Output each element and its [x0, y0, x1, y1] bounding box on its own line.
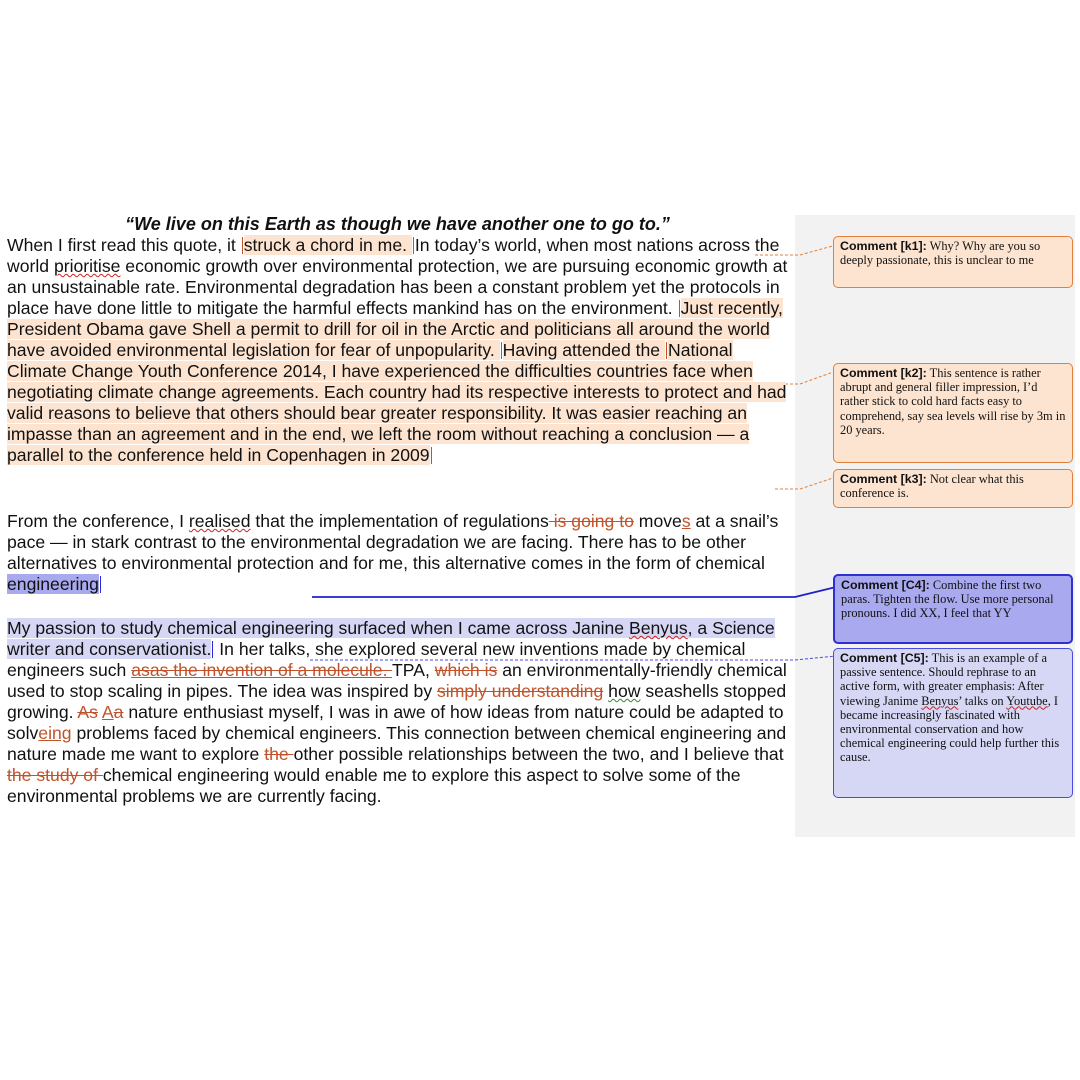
tracked-change: as — [131, 660, 150, 680]
comment-label: Comment [k1]: — [840, 239, 927, 253]
tracked-deletion: which is — [434, 660, 498, 680]
tracked-deletion: as the invention of a molecule. — [149, 660, 393, 680]
comment-anchor-k1 — [242, 237, 243, 254]
comment-anchor — [666, 342, 667, 359]
tracked-deletion: a — [113, 702, 124, 722]
commented-text-c5[interactable]: , a Science writer and conservationist. — [7, 618, 775, 659]
comment-text: This is an example of a passive sentence. Should rephrase to an active form, with greater emphasis: After viewing Janime — [840, 651, 1047, 708]
commented-text-c5[interactable]: My passion to study chemical engineering surfaced when I came across Janine — [7, 618, 629, 638]
paragraph-2 — [7, 511, 789, 595]
tracked-deletion: As — [77, 702, 98, 722]
comment-text: This sentence is rather abrupt and general filler impression, I’d rather stick to cold hard facts easy to comprehend, say sea levels will rise by 3m in 20 years. — [840, 366, 1066, 437]
comment-anchor-c4 — [100, 576, 101, 593]
p2-text: at a snail’s pace — in stark contrast to the environmental degradation we are facing. There has to be other alternatives to environmental protection and for me, this alternative comes in the form of chemical — [7, 511, 779, 573]
document-quote: “We live on this Earth as though we have another one to go to.” — [125, 214, 670, 234]
comment-anchor-k2 — [679, 300, 680, 317]
comment-anchor-k3 — [501, 342, 502, 359]
tracked-deletion: the study of — [7, 765, 103, 785]
grammar-flag[interactable]: how — [608, 681, 641, 701]
p3-text: an environmentally-friendly chemical used to stop scaling in pipes. The idea was inspired by — [7, 660, 787, 701]
comment-bubble-c4[interactable] — [833, 574, 1073, 644]
spelling-flag[interactable]: realised — [188, 511, 251, 531]
commented-text-k1[interactable]: struck a chord in me. — [243, 235, 412, 255]
p2-text: move — [633, 511, 682, 531]
comment-anchor — [413, 237, 414, 254]
comment-bubble-k2[interactable] — [833, 363, 1073, 463]
p2-text: From the conference, I — [7, 511, 189, 531]
commented-text-k3[interactable]: National Climate Change Youth Conference 2014, I have experienced the difficulties countries face when negotiating climate change agreements. Each country had its respective interests to protect and had valid reasons to believe that others should bear greater responsibility. It was easier reaching an impasse than an agreement and in the end, we left the room without reaching a conclusion — a parallel to the conference held in Copenhagen in 2009 — [7, 340, 787, 465]
comment-bubble-c5[interactable] — [833, 648, 1073, 798]
comment-bubble-k1[interactable] — [833, 236, 1073, 288]
comment-label: Comment [C5]: — [840, 651, 929, 665]
comment-label: Comment [k3]: — [840, 472, 927, 486]
comment-anchor — [431, 447, 432, 464]
comment-text: Not clear what this conference is. — [840, 472, 1024, 501]
commented-text-k2[interactable]: Just recently, President Obama gave Shell a permit to drill for oil in the Arctic and politicians all around the world have avoided environmental legislation for fear of unpopularity. — [7, 298, 783, 360]
p1-text: In today’s world, when most nations across the world — [7, 235, 780, 276]
spelling-flag: Youtube — [1006, 693, 1048, 708]
p1-text: Having attended the — [502, 340, 665, 360]
spelling-flag: Benyus — [921, 693, 959, 708]
tracked-deletion: the — [264, 744, 294, 764]
p3-text: In her talks, she explored several new inventions made by chemical engineers such — [7, 639, 746, 680]
comment-text: Why? Why are you so deeply passionate, this is unclear to me — [840, 239, 1041, 268]
p1-text: economic growth over environmental protection, we are pursuing economic growth at an unsustainable rate. Environmental degradation has been a constant problem yet the protocols in place have done little to mitigate the harmful effects mankind has on the environment. — [7, 256, 788, 318]
p3-text: chemical engineering would enable me to explore this aspect to solve some of the environmental problems we are currently facing. — [7, 765, 741, 806]
tracked-deletion: is going to — [548, 511, 634, 531]
p3-text: nature enthusiast myself, I was in awe of how ideas from nature could be adapted to solv — [7, 702, 784, 743]
comment-label: Comment [C4]: — [841, 578, 930, 592]
commented-text-c4[interactable]: engineering — [7, 574, 99, 594]
comment-text: Combine the first two paras. Tighten the flow. Use more personal pronouns. I did XX, I feel that YY — [841, 578, 1054, 621]
paragraph-1 — [7, 235, 789, 466]
p3-text: problems faced by chemical engineers. This connection between chemical engineering and nature made me want to explore — [7, 723, 787, 764]
paragraph-3 — [7, 618, 789, 807]
p2-text: that the implementation of regulations — [250, 511, 549, 531]
p3-text: TPA, — [392, 660, 435, 680]
comment-bubble-k3[interactable] — [833, 469, 1073, 508]
spelling-flag[interactable]: Benyus — [628, 618, 688, 638]
comment-text: , I became increasingly fascinated with environmental conservation and how chemical engineering could help further this cause. — [840, 693, 1060, 765]
tracked-insertion: eing — [38, 723, 72, 743]
spelling-flag[interactable]: prioritise — [53, 256, 121, 276]
comment-label: Comment [k2]: — [840, 366, 927, 380]
tracked-deletion: simply understanding — [437, 681, 604, 701]
comment-text: ’ talks on — [958, 693, 1007, 708]
tracked-insertion: s — [681, 511, 691, 531]
p1-text: When I first read this quote, it — [7, 235, 241, 255]
tracked-insertion: A — [101, 702, 114, 722]
p3-text: other possible relationships between the two, and I believe that — [293, 744, 784, 764]
p3-text: seashells stopped growing. — [7, 681, 787, 722]
